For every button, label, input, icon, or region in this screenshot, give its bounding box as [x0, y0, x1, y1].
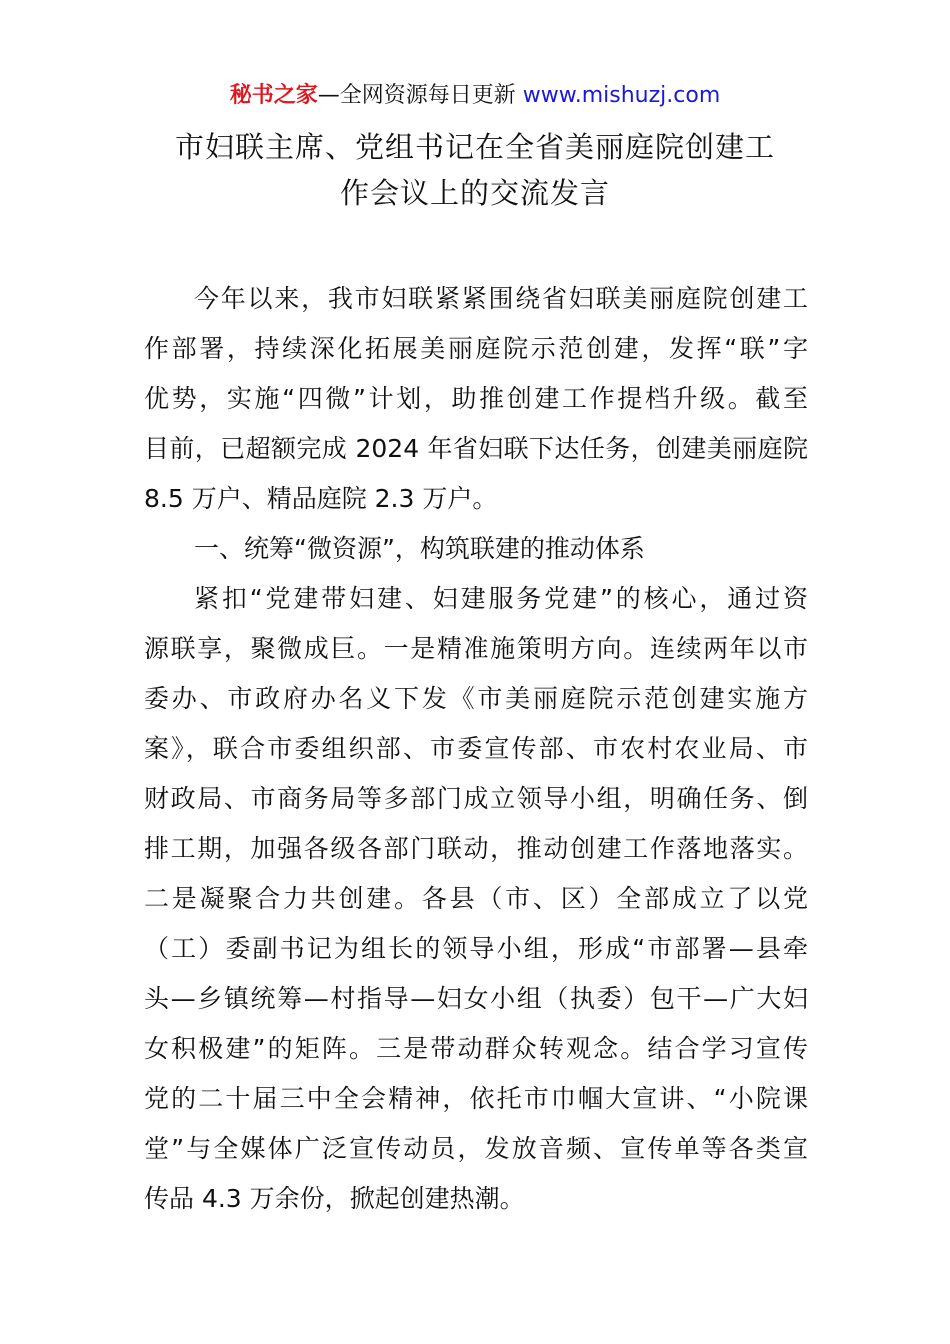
site-brand: 秘书之家: [229, 83, 318, 108]
section-heading: 一、统筹“微资源”，构筑联建的推动体系: [194, 534, 645, 563]
paragraph-line: 案》，联合市委组织部、市委宣传部、市农村农业局、市: [144, 734, 808, 763]
paragraph-line: 二是凝聚合力共创建。各县（市、区）全部成立了以党: [144, 884, 808, 913]
paragraph-line: 源联享，聚微成巨。一是精准施策明方向。连续两年以市: [144, 634, 808, 663]
paragraph-line: 作部署，持续深化拓展美丽庭院示范创建，发挥“联”字: [144, 334, 808, 363]
title-line: 作会议上的交流发言: [339, 176, 610, 210]
site-url-link[interactable]: www.mishuzj.com: [522, 83, 721, 108]
paragraph-line: 委办、市政府办名义下发《市美丽庭院示范创建实施方: [144, 684, 808, 713]
paragraph-line: 传品 4.3 万余份，掀起创建热潮。: [144, 1184, 525, 1213]
document-body: [144, 274, 808, 1224]
paragraph-line: 头—乡镇统筹—村指导—妇女小组（执委）包干—广大妇: [144, 984, 808, 1013]
paragraph-line: 财政局、市商务局等多部门成立领导小组，明确任务、倒: [144, 784, 808, 813]
title-line: 市妇联主席、党组书记在全省美丽庭院创建工: [174, 130, 775, 164]
paragraph-line: 排工期，加强各级各部门联动，推动创建工作落地落实。: [144, 834, 808, 863]
paragraph-line: 目前，已超额完成 2024 年省妇联下达任务，创建美丽庭院: [144, 434, 808, 463]
paragraph-line: 紧扣“党建带妇建、妇建服务党建”的核心，通过资: [194, 584, 808, 613]
paragraph-line: 今年以来，我市妇联紧紧围绕省妇联美丽庭院创建工: [194, 284, 808, 313]
site-header: [0, 80, 950, 112]
paragraph-line: 堂”与全媒体广泛宣传动员，发放音频、宣传单等各类宣: [144, 1134, 808, 1163]
paragraph-line: 女积极建”的矩阵。三是带动群众转观念。结合学习宣传: [144, 1034, 808, 1063]
document-title: [140, 124, 810, 216]
paragraph-line: 优势，实施“四微”计划，助推创建工作提档升级。截至: [144, 384, 808, 413]
site-tagline: —全网资源每日更新: [317, 83, 523, 108]
paragraph-line: 党的二十届三中全会精神，依托市巾帼大宣讲、“小院课: [144, 1084, 808, 1113]
paragraph-line: 8.5 万户、精品庭院 2.3 万户。: [144, 484, 498, 513]
paragraph-line: （工）委副书记为组长的领导小组，形成“市部署—县牵: [144, 934, 808, 963]
